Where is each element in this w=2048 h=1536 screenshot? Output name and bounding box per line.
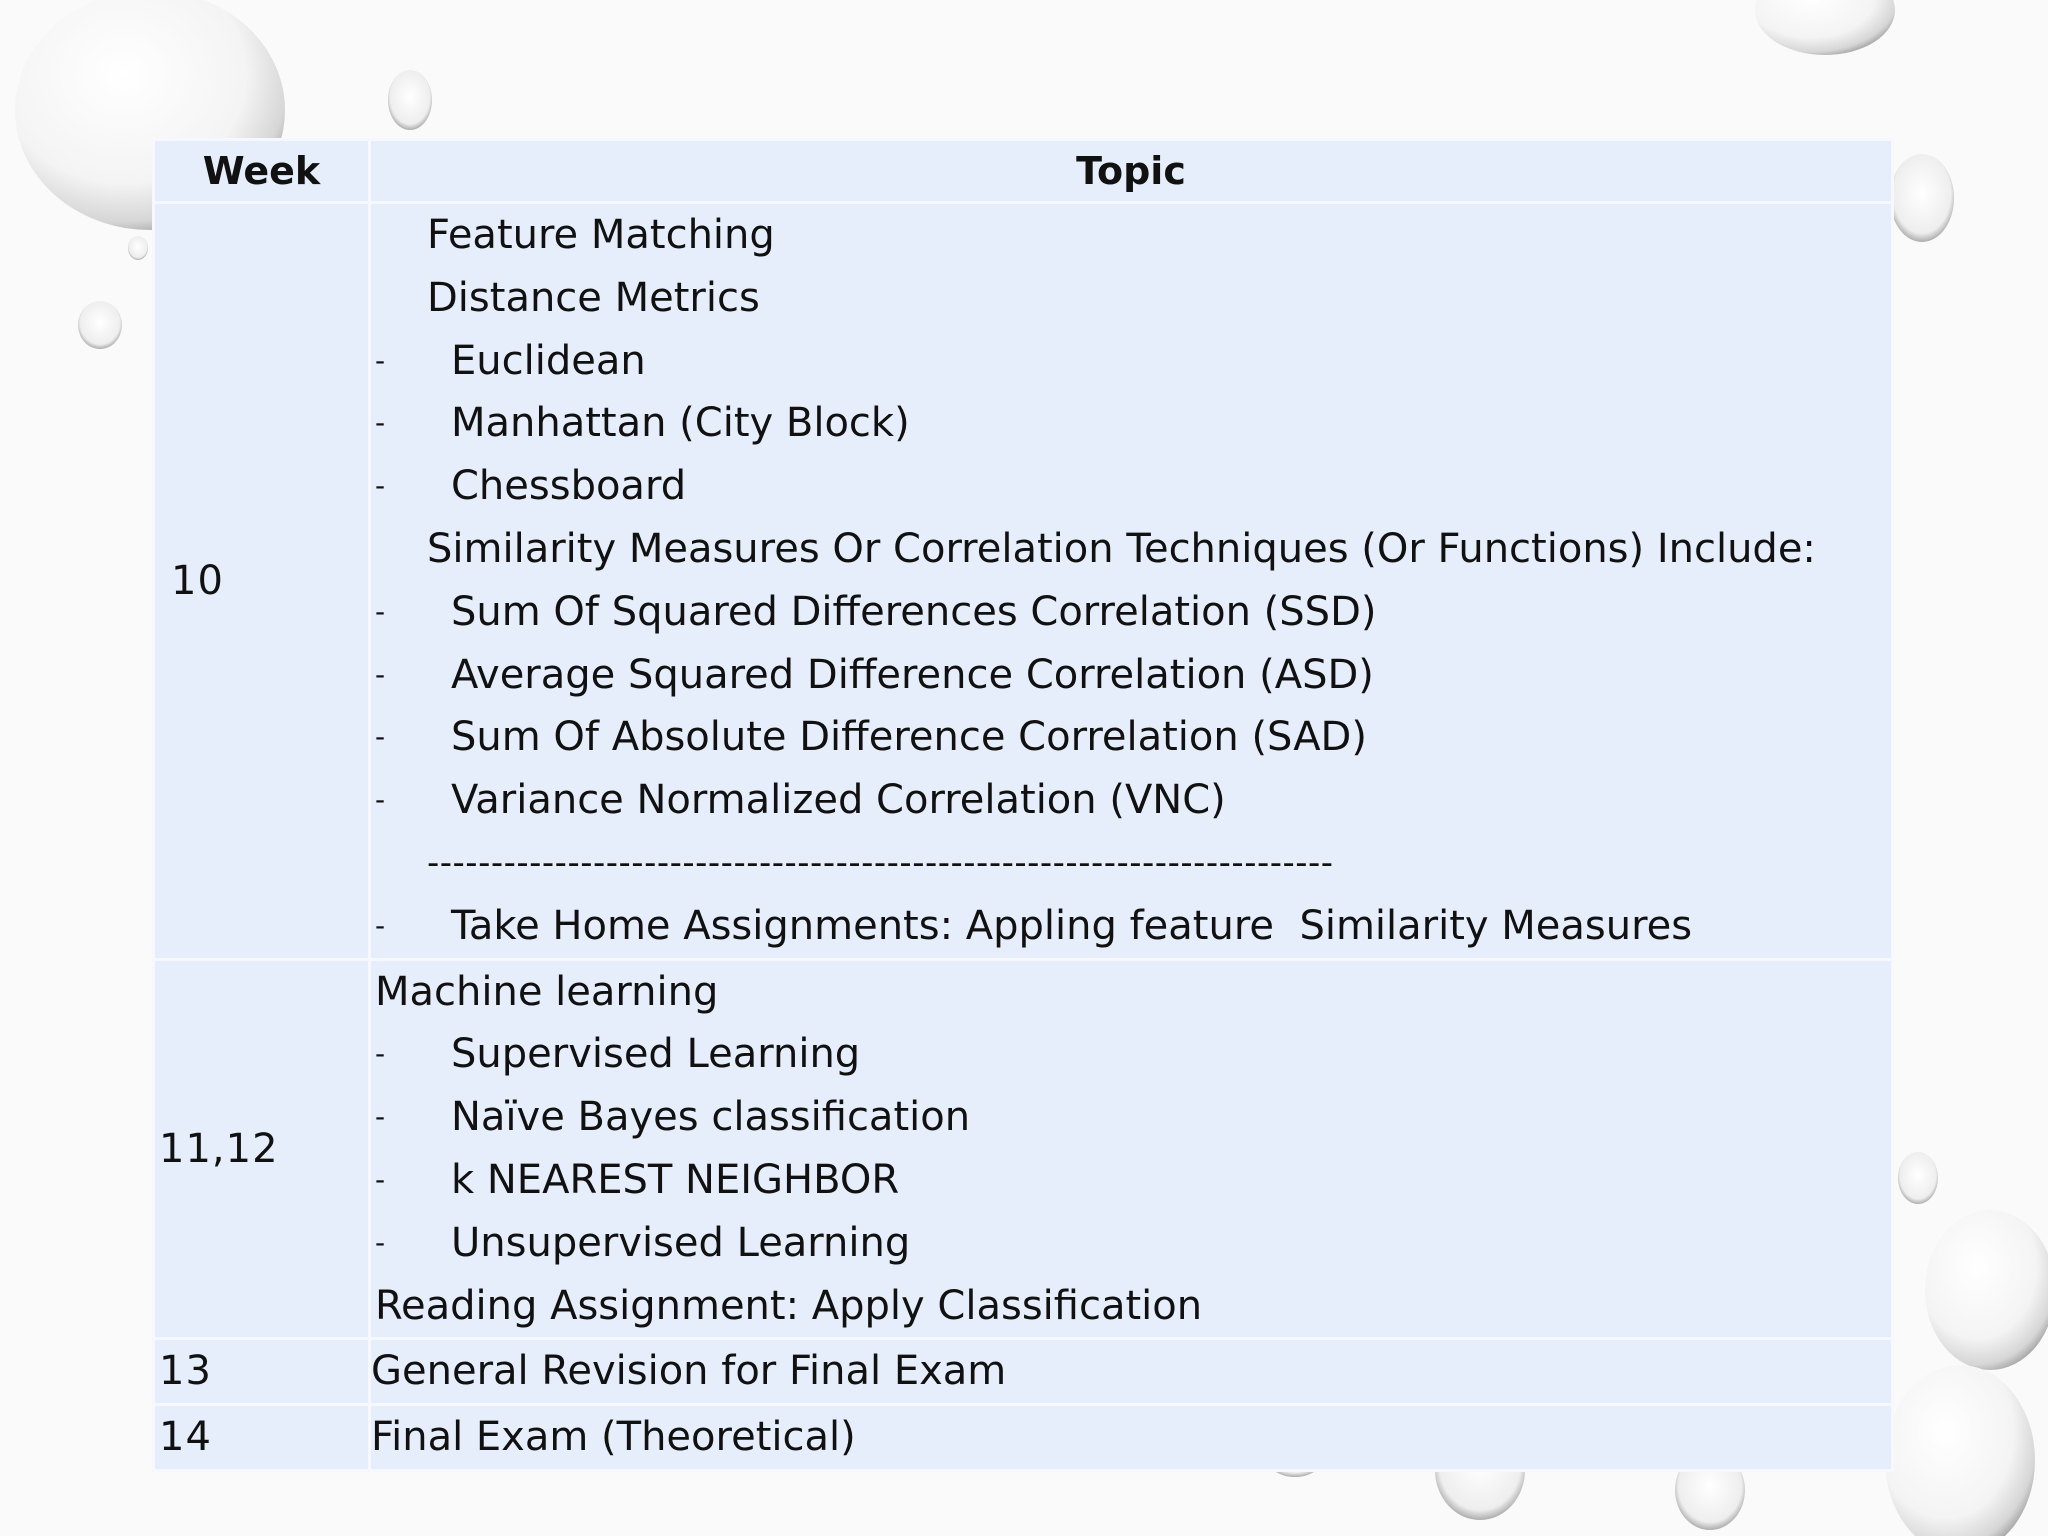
topic-cell: General Revision for Final Exam [370,1339,1893,1405]
topic-bullet-item [371,1149,1891,1212]
water-drop [1898,1152,1938,1204]
topic-line: Sum Of Absolute Difference Correlation (SAD) [451,714,1367,761]
topic-line: Take Home Assignments: Appling feature Similarity Measures [451,902,1693,949]
water-drop [128,236,148,260]
water-drop [1925,1210,2048,1370]
dashed-divider: ----------------------------------------------------------------------- [427,842,1334,883]
topic-bullet-item [371,706,1891,769]
table-row [154,203,1893,960]
dash-bullet: - [375,1037,386,1071]
week-cell: 13 [154,1339,370,1405]
topic-cell: Final Exam (Theoretical) [370,1405,1893,1471]
topic-line: Variance Normalized Correlation (VNC) [451,777,1226,824]
topic-bullet-item [371,392,1891,455]
topic-line: Naïve Bayes classification [451,1094,971,1141]
topic-bullet-item [371,455,1891,518]
dash-bullet: - [375,406,386,440]
topic-line: Unsupervised Learning [451,1219,911,1266]
topic-line: Manhattan (City Block) [451,400,910,447]
dash-bullet: - [375,1162,386,1196]
topic-line: Feature Matching [427,212,775,258]
water-drop [388,70,432,130]
dash-bullet: - [375,908,386,942]
topic-line: Sum Of Squared Differences Correlation (SSD) [451,588,1377,635]
course-schedule-table [152,138,1894,1472]
topic-line: Similarity Measures Or Correlation Techniques (Or Functions) Include: [427,525,1816,572]
topic-line: Supervised Learning [451,1031,861,1078]
dash-bullet: - [375,343,386,377]
water-drop [1885,1365,2035,1536]
dash-bullet: - [375,594,386,628]
topic-bullet-item [371,769,1891,832]
table-row [154,1339,1893,1405]
dash-bullet: - [375,1225,386,1259]
topic-line: Chessboard [451,463,687,510]
dash-bullet: - [375,720,386,754]
water-drop [1755,0,1895,55]
topic-cell [370,959,1893,1339]
topic-bullet-item [371,644,1891,707]
table-row [154,1405,1893,1471]
topic-line: Average Squared Difference Correlation (ASD) [451,651,1374,698]
topic-line: Distance Metrics [427,274,760,321]
topic-bullet-item [371,1023,1891,1086]
topic-column-header: Topic [370,140,1893,203]
dash-bullet: - [375,657,386,691]
topic-bullet-item [371,895,1891,958]
table-row [154,959,1893,1339]
topic-line: Machine learning [375,968,719,1015]
topic-bullet-item [371,1212,1891,1275]
week-cell: 10 [154,203,370,960]
dash-bullet: - [375,783,386,817]
topic-line: Reading Assignment: Apply Classification [375,1282,1203,1329]
topic-line: Euclidean [451,337,646,384]
topic-line: k NEAREST NEIGHBOR [451,1156,900,1203]
table-header-row [154,140,1893,203]
dash-bullet: - [375,1100,386,1134]
topic-bullet-item [371,1086,1891,1149]
topic-bullet-item [371,330,1891,393]
water-drop [1890,154,1954,242]
week-column-header: Week [154,140,370,203]
water-drop [78,301,122,349]
topic-cell [370,203,1893,960]
week-cell: 11,12 [154,959,370,1339]
dash-bullet: - [375,469,386,503]
topic-bullet-item [371,581,1891,644]
week-cell: 14 [154,1405,370,1471]
